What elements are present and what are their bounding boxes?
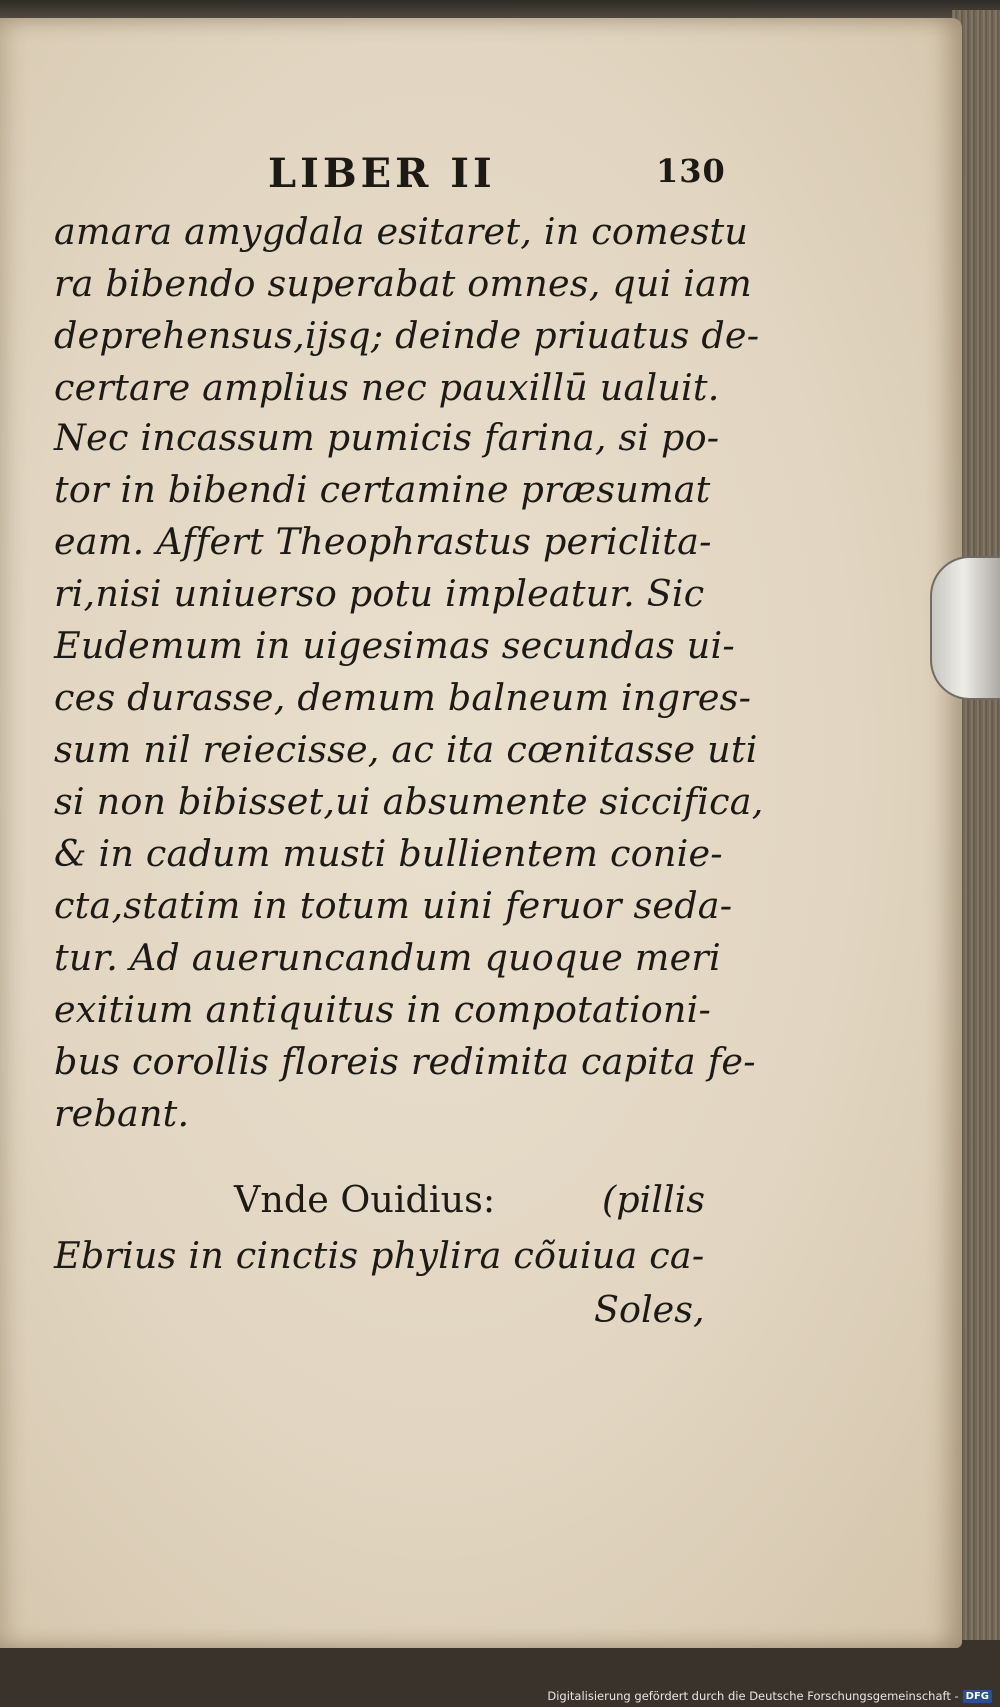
verse-intro: Vnde Ouidius:	[234, 1178, 496, 1221]
credit-text: Digitalisierung gefördert durch die Deutsche Forschungsgemeinschaft -	[547, 1689, 959, 1703]
text-line: rebant.	[54, 1092, 190, 1135]
text-line: ra bibendo superabat omnes, qui iam	[54, 262, 752, 305]
page-clip	[930, 556, 1000, 700]
text-line: bus corollis floreis redimita capita fe-	[54, 1040, 756, 1083]
verse-turnover: (pillis	[602, 1178, 706, 1221]
page-number: 130	[656, 152, 726, 190]
running-head	[250, 150, 730, 200]
digitization-credit	[547, 1689, 992, 1703]
text-line: ri,nisi uniuerso potu impleatur. Sic	[54, 572, 705, 615]
text-line: tur. Ad aueruncandum quoque meri	[54, 936, 721, 979]
text-line: cta,statim in totum uini feruor seda-	[54, 884, 733, 927]
text-line: si non bibisset,ui absumente siccifica,	[54, 780, 764, 823]
running-head-title: LIBER II	[268, 150, 496, 197]
text-line: & in cadum musti bullientem conie-	[54, 832, 723, 875]
text-line: eam. Affert Theophrastus periclita-	[54, 520, 712, 563]
text-line: ces durasse, demum balneum ingres-	[54, 676, 752, 719]
text-line: exitium antiquitus in compotationi-	[54, 988, 711, 1031]
text-line: sum nil reiecisse, ac ita cœnitasse uti	[54, 728, 758, 771]
text-line: amara amygdala esitaret, in comestu	[54, 210, 749, 253]
dfg-logo: DFG	[963, 1690, 992, 1703]
text-line: Eudemum in uigesimas secundas ui-	[54, 624, 735, 667]
text-line: certare amplius nec pauxillū ualuit.	[54, 366, 720, 409]
verse-line: Ebrius in cinctis phylira cõuiua ca-	[54, 1234, 705, 1277]
catchword: Soles,	[594, 1288, 705, 1331]
text-line: tor in bibendi certamine præsumat	[54, 468, 711, 511]
text-line: deprehensus,ijsq; deinde priuatus de-	[54, 314, 760, 357]
text-line: Nec incassum pumicis farina, si po-	[54, 416, 720, 459]
